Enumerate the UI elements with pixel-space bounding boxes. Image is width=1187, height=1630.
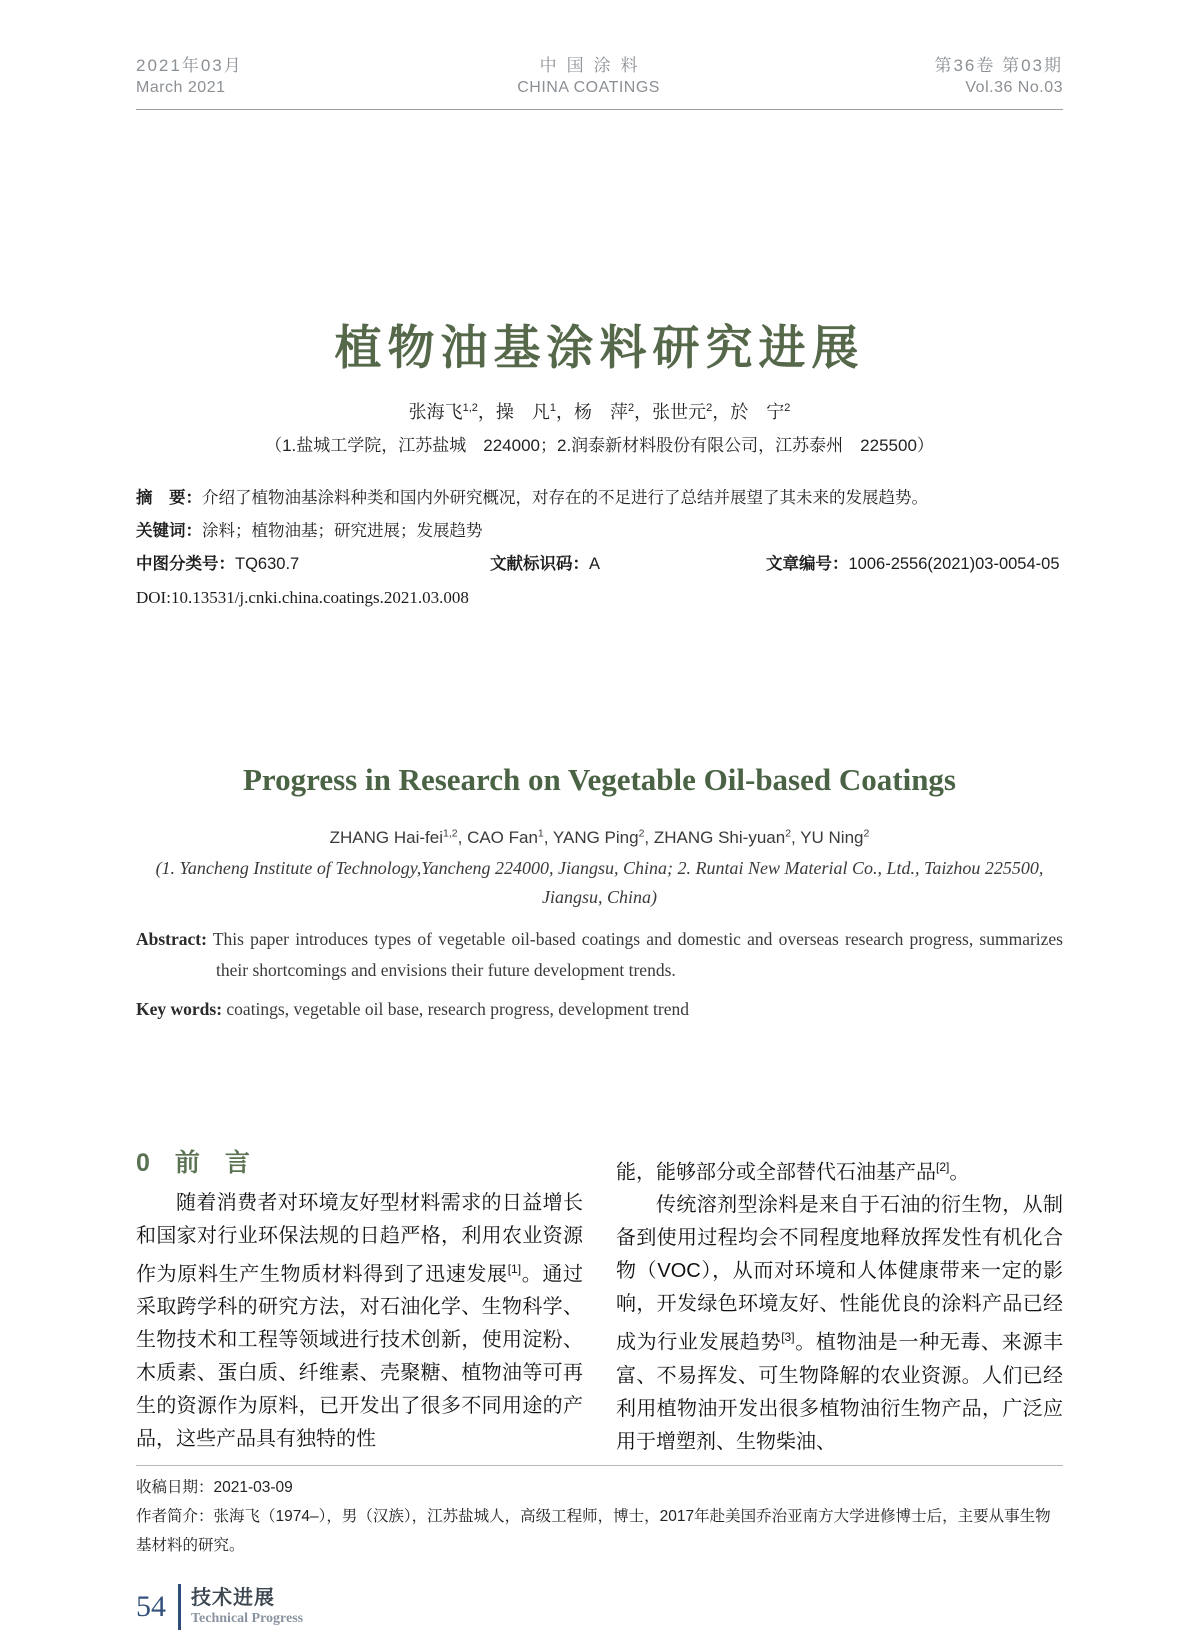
header-journal-name [517, 55, 660, 99]
affiliation-en: (1. Yancheng Institute of Technology,Yancheng 224000, Jiangsu, China; 2. Runtai New Material Co., Ltd., Taizhou 225500, Jiangsu, China) [155, 857, 1044, 907]
intro-paragraph: 传统溶剂型涂料是来自于石油的衍生物，从制备到使用过程均会不同程度地释放挥发性有机化合物（VOC），从而对环境和人体健康带来一定的影响，开发绿色环境友好、性能优良的涂料产品已经成为行业发展趋势[3]。植物油是一种无毒、来源丰富、不易挥发、可生物降解的农业资源。人们已经利用植物油开发出很多植物油衍生物产品，广泛应用于增塑剂、生物柴油、 [616, 1194, 1064, 1453]
issue-date-cn: 2021年03月 [136, 56, 243, 75]
abstract-cn [136, 482, 1063, 515]
intro-paragraph: 随着消费者对环境友好型材料需求的日益增长和国家对行业环保法规的日趋严格，利用农业资源作为原料生产生物质材料得到了迅速发展[1]。通过采取跨学科的研究方法，对石油化学、生物科学、生物技术和工程等领域进行技术创新，使用淀粉、木质素、蛋白质、纤维素、壳聚糖、植物油等可再生的资源作为原料，已开发出了很多不同用途的产品，这些产品具有独特的性 [136, 1191, 584, 1451]
intro-right-column [616, 1147, 1063, 1459]
journal-header [136, 0, 1063, 110]
keywords-label-cn: 关键词： [136, 522, 202, 540]
authors-cn [136, 398, 1063, 424]
footnotes [136, 1466, 1063, 1560]
intro-left-column [136, 1147, 583, 1459]
author-cn: 操 凡$^1$， [495, 402, 575, 422]
abstract-label-en: Abstract: [136, 928, 207, 949]
author-en: YANG Ping$^2$, [552, 827, 654, 847]
author-bio: 作者简介：张海飞（1974–），男（汉族），江苏盐城人，高级工程师，博士，2017年赴美国乔治亚南方大学进修博士后，主要从事生物基材料的研究。 [136, 1507, 1051, 1554]
article-meta-en [136, 924, 1063, 1025]
article-title-en: Progress in Research on Vegetable Oil-based Coatings [242, 762, 956, 797]
keywords-text-cn: 涂料；植物油基；研究进展；发展趋势 [202, 522, 483, 540]
citation-ref: [3] [781, 1330, 795, 1345]
journal-name-en: CHINA COATINGS [517, 79, 660, 96]
section-heading-intro: 0 前 言 [136, 1148, 250, 1177]
article-title-cn: 植物油基涂料研究进展 [334, 321, 865, 374]
footer-section [191, 1586, 303, 1628]
keywords-en [136, 994, 1063, 1025]
abstract-text-cn: 介绍了植物油基涂料种类和国内外研究概况，对存在的不足进行了总结并展望了其未来的发展趋势。 [202, 489, 928, 507]
journal-name-cn: 中国涂料 [539, 56, 648, 75]
doi: DOI:10.13531/j.cnki.china.coatings.2021.03.008 [136, 588, 469, 607]
author-cn: 於 宁$^2$ [730, 402, 791, 422]
keywords-text-en: coatings, vegetable oil base, research progress, development trend [222, 998, 690, 1019]
volume-issue-cn: 第36卷 第03期 [934, 56, 1063, 75]
abstract-text-en: This paper introduces types of vegetable oil-based coatings and domestic and overseas research progress, summarizes their shortcomings and envisions their future development trends. [206, 928, 1063, 980]
document-code: 文献标识码：A [490, 555, 601, 573]
authors-en [136, 820, 1063, 851]
classification-row [136, 548, 1063, 581]
keywords-cn [136, 515, 1063, 548]
intro-section [136, 1147, 1063, 1459]
page-number: 54 [136, 1589, 166, 1623]
citation-ref: [1] [507, 1261, 522, 1276]
page-footer [136, 1584, 1063, 1630]
page-content [136, 0, 1063, 1630]
clc-number: 中图分类号：TQ630.7 [136, 555, 300, 573]
abstract-en [136, 924, 1063, 986]
received-date: 收稿日期：2021-03-09 [136, 1478, 293, 1496]
keywords-label-en: Key words: [136, 998, 223, 1019]
abstract-label-cn: 摘 要： [136, 489, 202, 507]
volume-issue-en: Vol.36 No.03 [965, 79, 1063, 96]
article-id: 文章编号：1006-2556(2021)03-0054-05 [766, 555, 1060, 573]
author-cn: 杨 萍$^2$， [574, 402, 653, 422]
author-cn: 张世元$^2$， [652, 402, 731, 422]
section-name-cn: 技术进展 [191, 1586, 275, 1609]
issue-date-en: March 2021 [136, 79, 226, 96]
section-name-en: Technical Progress [191, 1610, 304, 1626]
citation-ref: [2] [936, 1159, 950, 1174]
affiliation-cn: （1.盐城工学院，江苏盐城 224000；2.润泰新材料股份有限公司，江苏泰州 225500） [265, 436, 934, 455]
intro-paragraph: 能，能够部分或全部替代石油基产品[2]。 [616, 1159, 970, 1184]
header-volume-issue [934, 55, 1063, 99]
author-en: YU Ning$^2$ [800, 827, 870, 847]
header-issue-date [136, 55, 243, 99]
article-meta-cn [136, 482, 1063, 614]
author-en: ZHANG Shi-yuan$^2$, [653, 827, 801, 847]
author-en: ZHANG Hai-fei$^{1,2}$, [329, 827, 468, 847]
footer-divider-bar [178, 1584, 181, 1630]
author-en: CAO Fan$^1$, [467, 827, 553, 847]
author-cn: 张海飞$^{1,2}$， [408, 402, 496, 422]
